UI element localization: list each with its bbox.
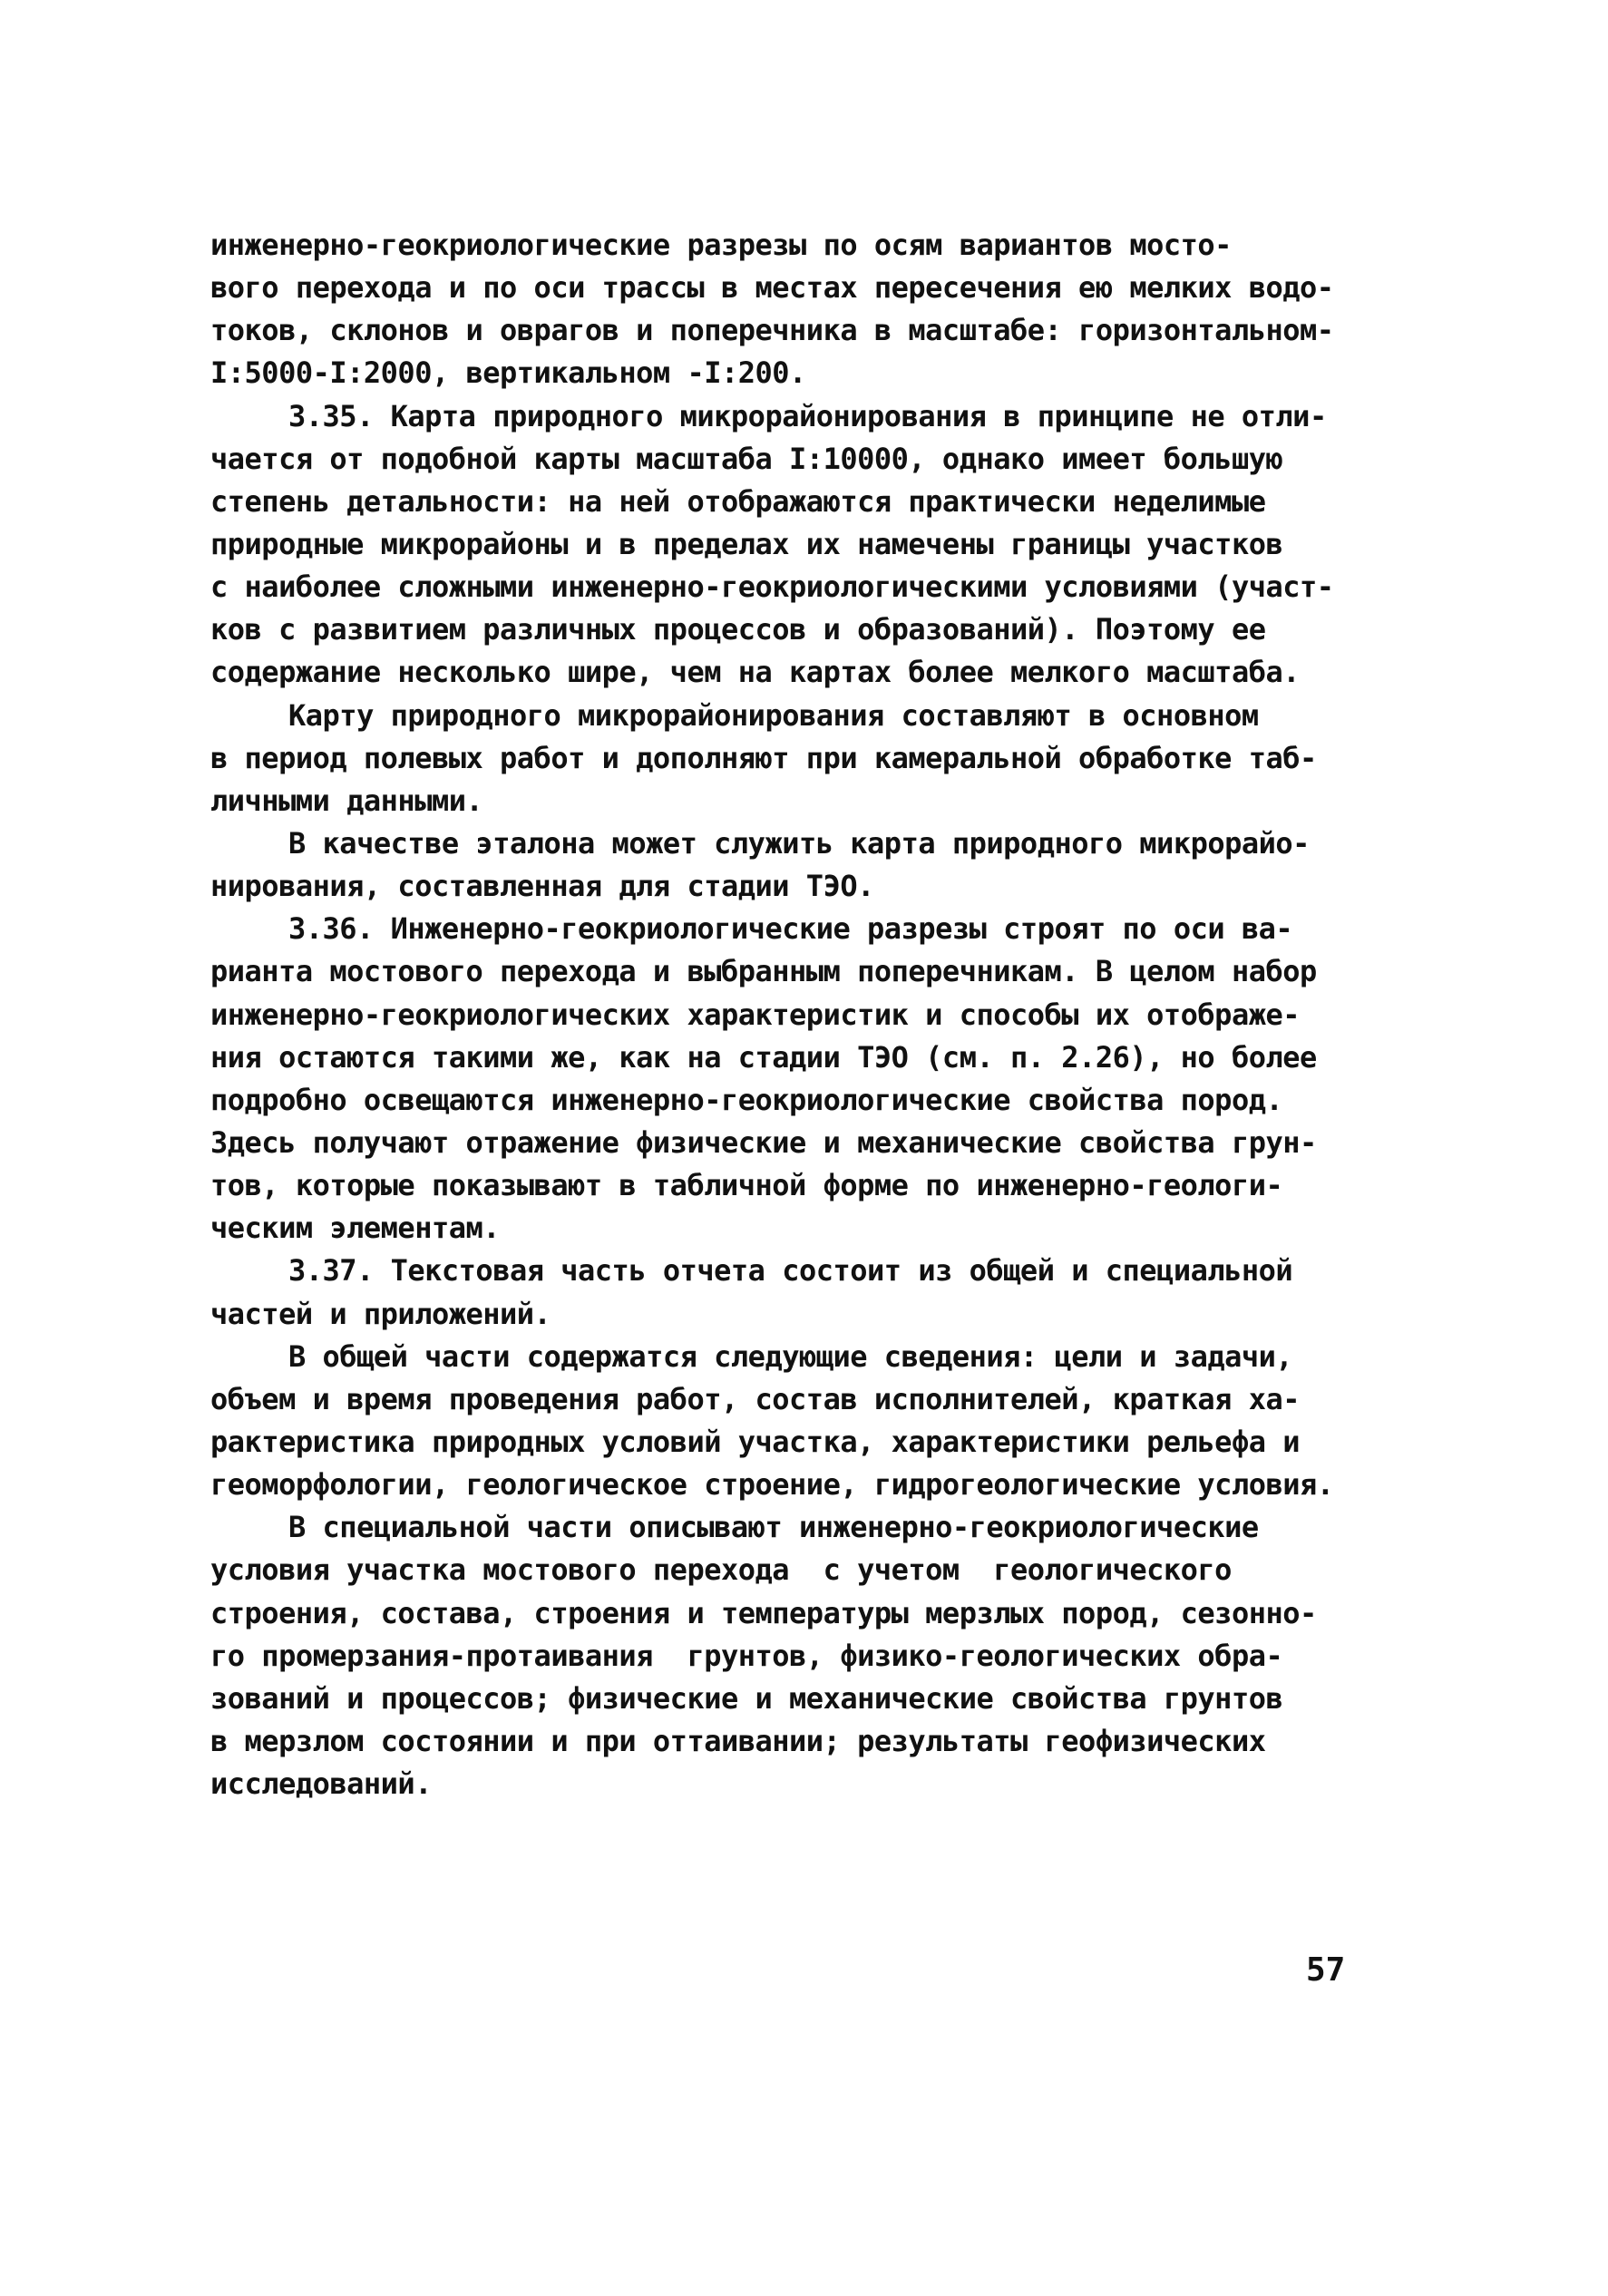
text-line: частей и приложений.	[210, 1296, 551, 1331]
body-text	[210, 224, 1371, 1805]
page-number: 57	[1306, 1951, 1346, 1989]
text-line: объем и время проведения работ, состав исполнителей, краткая ха-	[210, 1381, 1300, 1416]
text-line: ческим элементам.	[210, 1211, 501, 1246]
paragraph-3-35-start: 3.35. Карта природного микрорайонирования в принципе не отли-	[288, 398, 1327, 433]
paragraph-3-36-start: 3.36. Инженерно-геокриологические разрезы строят по оси ва-	[288, 911, 1293, 947]
text-line: рактеристика природных условий участка, характеристики рельефа и	[210, 1424, 1300, 1459]
text-line: личными данными.	[210, 783, 483, 818]
text-line: геоморфологии, геологическое строение, гидрогеологические условия.	[210, 1467, 1334, 1503]
paragraph-start: Карту природного микрорайонирования составляют в основном	[288, 697, 1259, 733]
text-line: ков с развитием различных процессов и образований). Поэтому ее	[210, 612, 1266, 647]
paragraph-3-37-start: 3.37. Текстовая часть отчета состоит из общей и специальной	[288, 1253, 1293, 1289]
text-line: в период полевых работ и дополняют при камеральной обработке таб-	[210, 740, 1317, 775]
text-line: токов, склонов и оврагов и поперечника в масштабе: горизонтальном-	[210, 313, 1334, 348]
text-line: в мерзлом состоянии и при оттаивании; результаты геофизических	[210, 1723, 1266, 1758]
text-line: строения, состава, строения и температуры мерзлых пород, сезонно-	[210, 1595, 1317, 1630]
text-line: подробно освещаются инженерно-геокриологические свойства пород.	[210, 1082, 1283, 1117]
text-line: инженерно-геокриологических характеристик и способы их отображе-	[210, 997, 1300, 1032]
paragraph-start: В общей части содержатся следующие сведения: цели и задачи,	[288, 1338, 1293, 1374]
paragraph-start: В специальной части описывают инженерно-геокриологические	[288, 1510, 1259, 1545]
text-line: тов, которые показывают в табличной форме по инженерно-геологи-	[210, 1168, 1283, 1203]
text-line: инженерно-геокриологические разрезы по осям вариантов мосто-	[210, 228, 1232, 262]
text-line: зований и процессов; физические и механические свойства грунтов	[210, 1680, 1283, 1716]
text-line: содержание несколько шире, чем на картах более мелкого масштаба.	[210, 655, 1300, 690]
text-line: чается от подобной карты масштаба I:10000, однако имеет большую	[210, 441, 1283, 476]
text-line: степень детальности: на ней отображаются практически неделимые	[210, 483, 1266, 519]
text-line: нирования, составленная для стадии ТЭО.	[210, 869, 874, 904]
text-line: природные микрорайоны и в пределах их намечены границы участков	[210, 526, 1283, 561]
text-line: I:5000-I:2000, вертикальном -I:200.	[210, 355, 806, 391]
paragraph-start: В качестве эталона может служить карта природного микрорайо-	[288, 825, 1310, 861]
text-line: исследований.	[210, 1766, 432, 1802]
text-line: ния остаются такими же, как на стадии ТЭО (см. п. 2.26), но более	[210, 1039, 1317, 1075]
text-line: рианта мостового перехода и выбранным поперечникам. В целом набор	[210, 954, 1317, 989]
text-line: с наиболее сложными инженерно-геокриологическими условиями (участ-	[210, 569, 1334, 605]
text-line: условия участка мостового перехода с учетом геологического	[210, 1552, 1232, 1588]
text-line: Здесь получают отражение физические и механические свойства грун-	[210, 1124, 1317, 1160]
text-line: го промерзания-протаивания грунтов, физико-геологических обра-	[210, 1638, 1283, 1673]
text-line: вого перехода и по оси трассы в местах пересечения ею мелких водо-	[210, 270, 1334, 306]
